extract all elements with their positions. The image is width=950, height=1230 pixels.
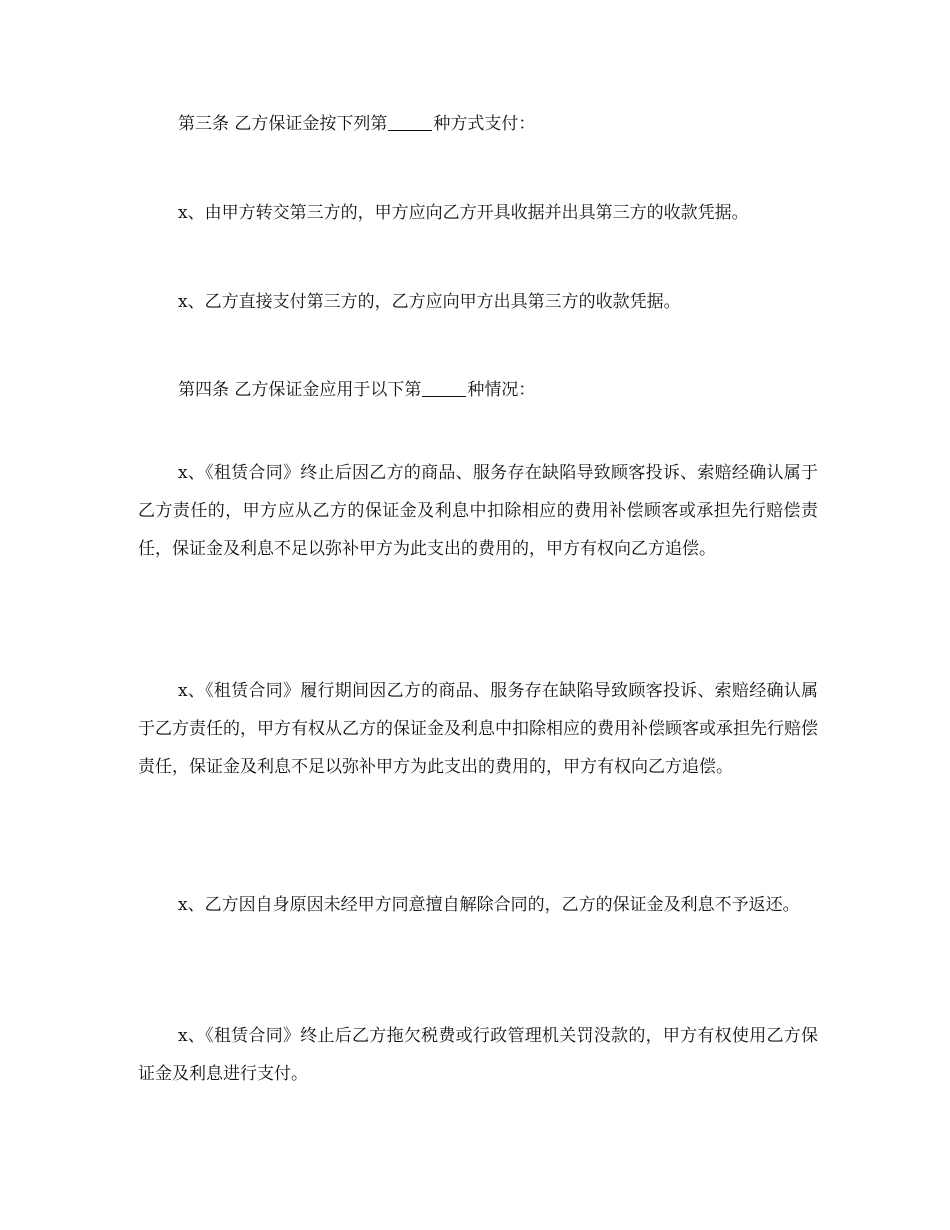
article-3-item-2: x、乙方直接支付第三方的，乙方应向甲方出具第三方的收款凭据。 bbox=[178, 292, 681, 312]
article-4-prefix: 第四条 乙方保证金应用于以下第 bbox=[178, 380, 422, 400]
article-4-item-1: x、《租赁合同》终止后因乙方的商品、服务存在缺陷导致顾客投诉、索赔经确认属于乙方责任的，甲方应从乙方的保证金及利息中扣除相应的费用补偿顾客或承担先行赔偿责任，保证金及利息不足以弥补甲方为此支出的费用的，甲方有权向乙方追偿。 bbox=[138, 463, 818, 559]
article-4-item-2: x、《租赁合同》履行期间因乙方的商品、服务存在缺陷导致顾客投诉、索赔经确认属于乙方责任的，甲方有权从乙方的保证金及利息中扣除相应的费用补偿顾客或承担先行赔偿责任，保证金及利息不足以弥补甲方为此支出的费用的，甲方有权向乙方追偿。 bbox=[138, 681, 818, 777]
article-4-suffix: 种情况： bbox=[467, 380, 536, 400]
article-3-item-1: x、由甲方转交第三方的，甲方应向乙方开具收据并出具第三方的收款凭据。 bbox=[178, 203, 749, 223]
article-3-heading bbox=[138, 105, 818, 143]
article-4-item-4: x、《租赁合同》终止后乙方拖欠税费或行政管理机关罚没款的，甲方有权使用乙方保证金及利息进行支付。 bbox=[138, 1026, 818, 1084]
article-4-heading bbox=[138, 371, 818, 409]
article-3-blank bbox=[388, 113, 432, 131]
article-4-item-3: x、乙方因自身原因未经甲方同意擅自解除合同的，乙方的保证金及利息不予返还。 bbox=[178, 895, 800, 915]
article-3-suffix: 种方式支付： bbox=[433, 114, 536, 134]
article-4-blank bbox=[422, 379, 466, 397]
article-3-prefix: 第三条 乙方保证金按下列第 bbox=[178, 114, 388, 134]
